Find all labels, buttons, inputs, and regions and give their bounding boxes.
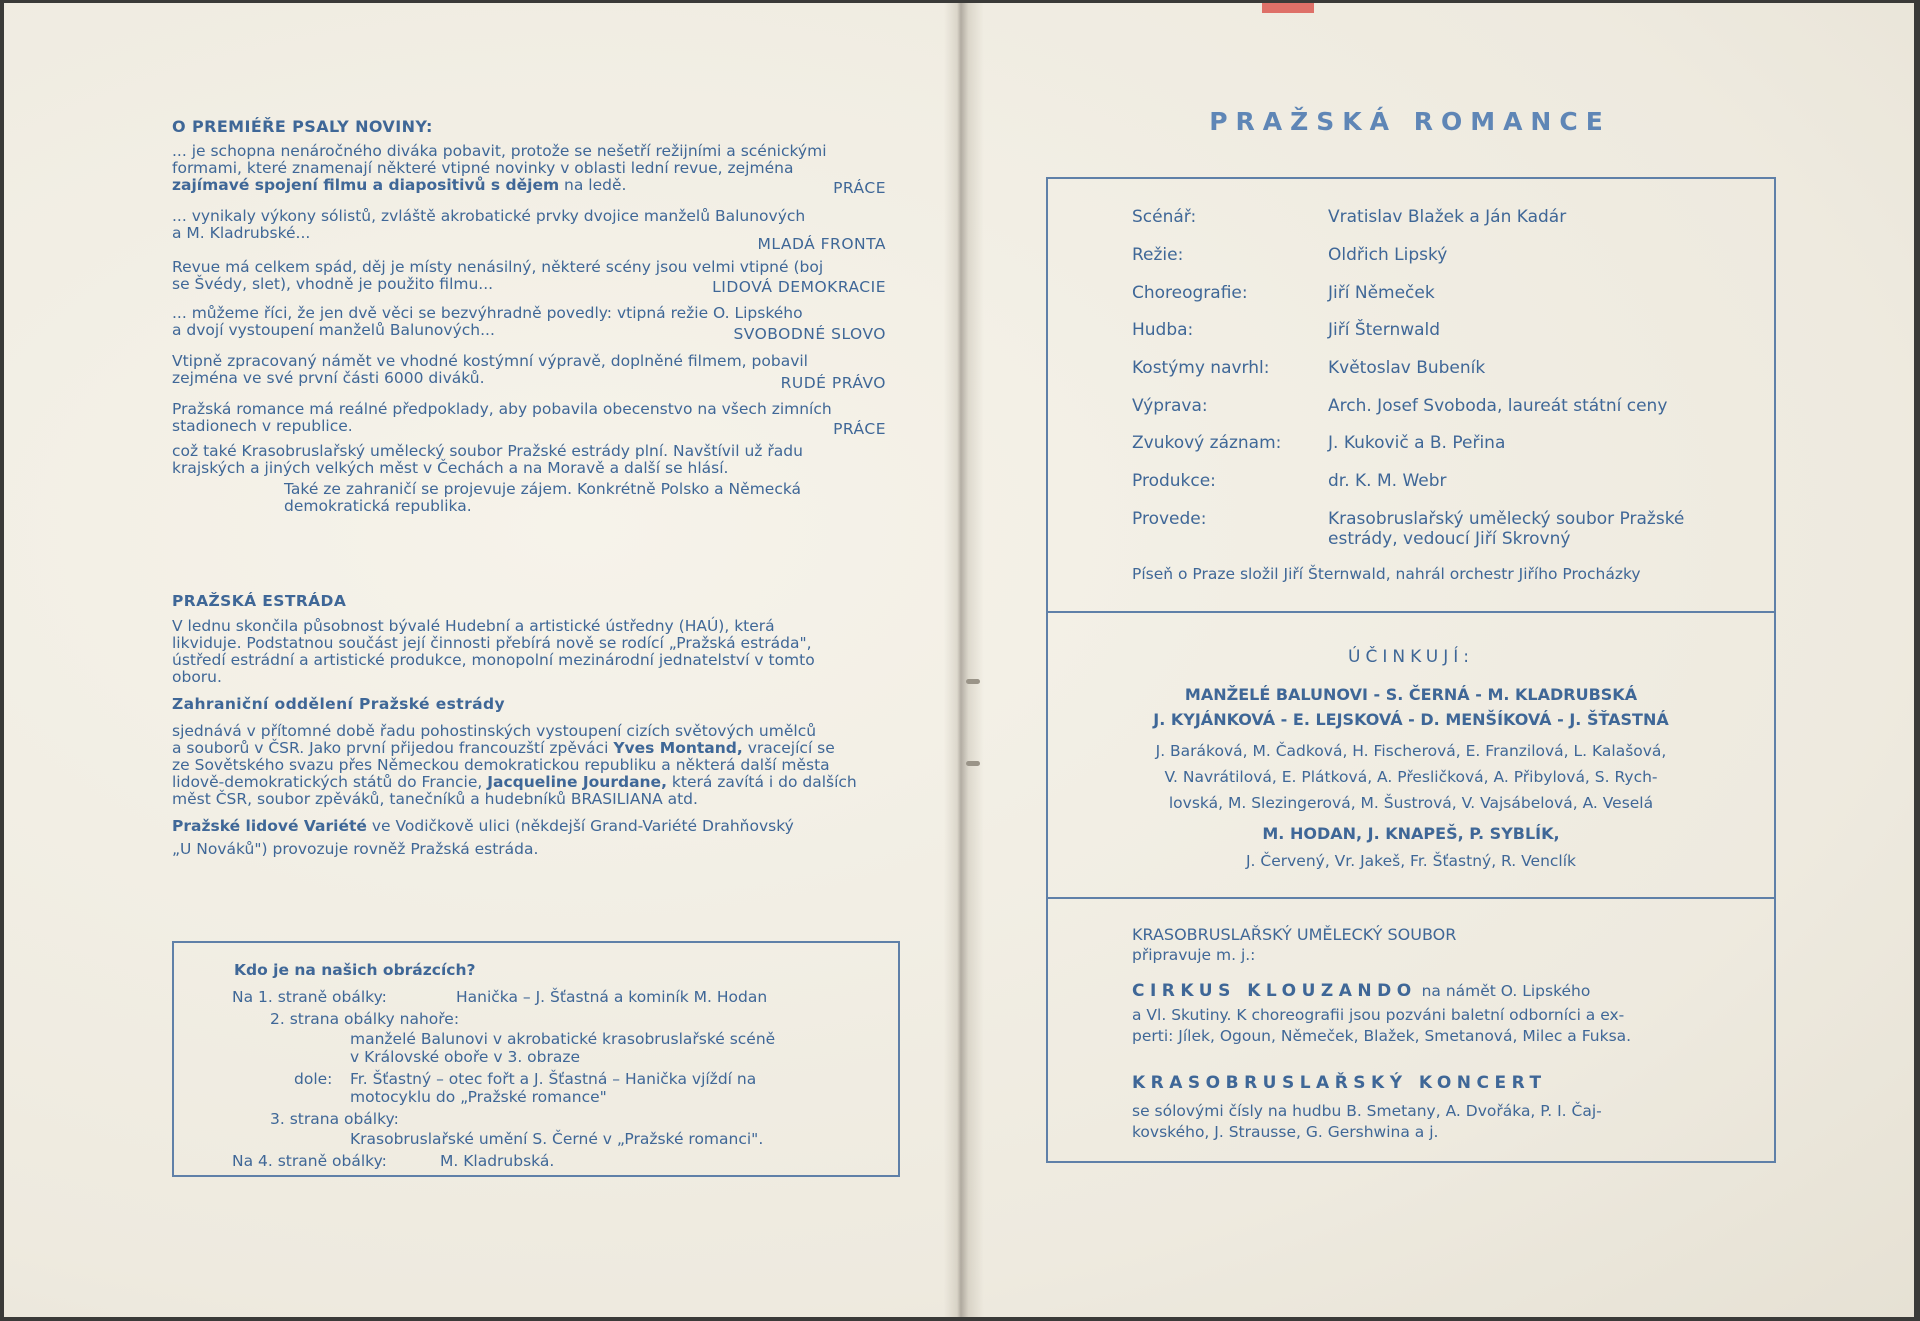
review-line: zejména ve své první části 6000 diváků. <box>172 369 485 387</box>
review-source: PRÁCE <box>833 179 886 197</box>
cast-men-lead-line: M. HODAN, J. KNAPEŠ, P. SYBLÍK, <box>1262 824 1560 843</box>
variete-line: „U Nováků") provozuje rovněž Pražská estráda. <box>172 840 539 858</box>
credit-value: Krasobruslařský umělecký soubor Pražské estrády, vedoucí Jiří Skrovný <box>1328 509 1685 549</box>
credit-value: dr. K. M. Webr <box>1328 471 1447 491</box>
estrada-line: oboru. <box>172 668 222 686</box>
review-line: stadionech v republice. <box>172 417 353 435</box>
credit-value: Oldřich Lipský <box>1328 245 1448 265</box>
song-note: Píseň o Praze složil Jiří Šternwald, nahrál orchestr Jiřího Procházky <box>1132 565 1641 583</box>
cast-title: ÚČINKUJÍ: <box>1348 647 1474 667</box>
picture-label: Na 4. straně obálky: <box>232 1152 387 1170</box>
reviews-title: O PREMIÉŘE PSALY NOVINY: <box>172 117 433 136</box>
credit-value: Jiří Šternwald <box>1328 320 1441 340</box>
credit-value: J. Kukovič a B. Peřina <box>1328 433 1506 453</box>
cast-line: lovská, M. Slezingerová, M. Šustrová, V. Vajsábelová, A. Veselá <box>1168 794 1654 812</box>
frame-divider <box>1048 897 1774 899</box>
credit-value: Vratislav Blažek a Ján Kadár <box>1328 207 1567 227</box>
review-1 <box>172 142 900 197</box>
review-bold-phrase: zajímavé spojení filmu a diapositivů s dějem <box>172 176 560 194</box>
show-text-line: a Vl. Skutiny. K choreografii jsou pozváni baletní odborníci a ex- <box>1132 1006 1625 1024</box>
upcoming-show-name: CIRKUS KLOUZANDO <box>1132 981 1417 1001</box>
review-line: Pražská romance má reálné předpoklady, aby pobavila obecenstvo na všech zimních <box>172 400 832 418</box>
review-source: PRÁCE <box>833 420 886 438</box>
credit-label: Režie: <box>1132 245 1184 265</box>
picture-caption: M. Kladrubská. <box>440 1152 555 1170</box>
review-line-rest: na ledě. <box>559 176 627 194</box>
review-line: se Švédy, slet), vhodně je použito filmu... <box>172 275 494 293</box>
cast-line: J. Baráková, M. Čadková, H. Fischerová, E. Franzilová, L. Kalašová, <box>1155 742 1667 760</box>
estrada-line: ústředí estrádní a artistické produkce, monopolní mezinárodní jednatelství v tomto <box>172 651 815 669</box>
show-text-line: perti: Jílek, Ogoun, Němeček, Blažek, Smetanová, Milec a Fuksa. <box>1132 1027 1632 1045</box>
closing-indented-line: demokratická republika. <box>284 497 472 515</box>
review-6 <box>172 400 900 438</box>
ensemble-title: KRASOBRUSLAŘSKÝ UMĚLECKÝ SOUBOR <box>1132 925 1457 944</box>
review-2 <box>172 208 900 253</box>
ensemble-name: BRASILIANA <box>570 790 663 808</box>
review-4 <box>172 304 900 343</box>
foreign-dept-title: Zahraniční oddělení Pražské estrády <box>172 695 505 713</box>
cast-lead-line: MANŽELÉ BALUNOVI - S. ČERNÁ - M. KLADRUBSKÁ <box>1184 685 1638 704</box>
ensemble-subtitle: připravuje m. j.: <box>1132 946 1256 964</box>
picture-caption: Krasobruslařské umění S. Černé v „Pražské romanci". <box>350 1130 764 1148</box>
foreign-line: ze Sovětského svazu přes Německou demokratickou republiku a některá další města <box>172 756 830 774</box>
program-frame <box>1046 177 1776 1163</box>
frame-divider <box>1048 611 1774 613</box>
review-line: ... můžeme říci, že jen dvě věci se bezvýhradně povedly: vtipná režie O. Lipského <box>172 304 803 322</box>
credit-label: Scénář: <box>1132 207 1197 227</box>
estrada-section <box>172 593 900 858</box>
picture-caption: manželé Balunovi v akrobatické krasobruslařské scéně <box>350 1030 776 1048</box>
picture-label: 3. strana obálky: <box>270 1110 399 1128</box>
cast-men-line: J. Červený, Vr. Jakeš, Fr. Šťastný, R. Venclík <box>1245 852 1577 870</box>
estrada-line: V lednu skončila působnost bývalé Hudební a artistické ústředny (HAÚ), která <box>172 617 775 635</box>
review-source: MLADÁ FRONTA <box>757 235 886 253</box>
foreign-line: lidově-demokratických států do Francie, Jacqueline Jourdane, která zavítá i do dalších <box>172 773 857 791</box>
review-source: SVOBODNÉ SLOVO <box>733 325 886 343</box>
picture-label: dole: <box>294 1070 333 1088</box>
variete-name: Pražské lidové Variété <box>172 817 367 835</box>
review-line: a M. Kladrubské... <box>172 224 311 242</box>
estrada-title: PRAŽSKÁ ESTRÁDA <box>172 592 347 610</box>
credit-label: Provede: <box>1132 509 1207 529</box>
estrada-line: likviduje. Podstatnou součást její činnosti přebírá nově se rodící „Pražská estráda", <box>172 634 812 652</box>
credit-value: Arch. Josef Svoboda, laureát státní ceny <box>1328 396 1668 416</box>
review-line: a dvojí vystoupení manželů Balunových... <box>172 321 495 339</box>
credit-label: Hudba: <box>1132 320 1194 340</box>
closing-paragraph <box>172 443 900 515</box>
variete-line: Pražské lidové Variété ve Vodičkově ulici (někdejší Grand-Variété Drahňovský <box>172 817 794 835</box>
picture-caption: Fr. Šťastný – otec fořt a J. Šťastná – Hanička vjíždí na <box>350 1070 757 1088</box>
picture-caption: Hanička – J. Šťastná a kominík M. Hodan <box>456 988 768 1006</box>
picture-caption: v Královské oboře v 3. obraze <box>350 1048 581 1066</box>
artist-name: Jacqueline Jourdane, <box>487 773 667 791</box>
cast-line: V. Navrátilová, E. Plátková, A. Přesličková, A. Přibylová, S. Rych- <box>1164 768 1658 786</box>
review-line: Revue má celkem spád, děj je místy nenásilný, některé scény jsou velmi vtipné (boj <box>172 258 824 276</box>
review-line: ... vynikaly výkony sólistů, zvláště akrobatické prvky dvojice manželů Balunových <box>172 207 806 225</box>
picture-label: Na 1. straně obálky: <box>232 988 387 1006</box>
closing-line: krajských a jiných velkých měst v Čechách a na Moravě a další se hlásí. <box>172 459 729 477</box>
credit-value: Jiří Němeček <box>1328 283 1435 303</box>
show-text-line: kovského, J. Strausse, G. Gershwina a j. <box>1132 1123 1439 1141</box>
booklet-spread <box>4 3 1914 1317</box>
upcoming-show-2: KRASOBRUSLAŘSKÝ KONCERT <box>1132 1073 1547 1093</box>
upcoming-show-text <box>1132 1005 1752 1047</box>
picture-label: 2. strana obálky nahoře: <box>270 1010 460 1028</box>
cast-lead-line: J. KYJÁNKOVÁ - E. LEJSKOVÁ - D. MENŠÍKOVÁ - J. ŠŤASTNÁ <box>1153 710 1669 729</box>
upcoming-show-text <box>1132 1101 1752 1143</box>
upcoming-show-1: CIRKUS KLOUZANDO na námět O. Lipského <box>1132 981 1591 1001</box>
reviews-section <box>172 118 900 515</box>
show-title: PRAŽSKÁ ROMANCE <box>1209 107 1611 136</box>
artist-name: Yves Montand, <box>613 739 743 757</box>
picture-caption: motocyklu do „Pražské romance" <box>350 1088 607 1106</box>
credit-label: Zvukový záznam: <box>1132 433 1282 453</box>
credit-label: Choreografie: <box>1132 283 1248 303</box>
foreign-line: měst ČSR, soubor zpěváků, tanečníků a hudebníků BRASILIANA atd. <box>172 790 698 808</box>
show-text-line: se sólovými čísly na hudbu B. Smetany, A. Dvořáka, P. I. Čaj- <box>1132 1102 1602 1120</box>
review-line: formami, které znamenají některé vtipné novinky v oblasti lední revue, zejména <box>172 159 794 177</box>
pictures-info-box <box>172 941 900 1177</box>
review-5 <box>172 352 900 392</box>
credit-label: Produkce: <box>1132 471 1216 491</box>
pictures-title: Kdo je na našich obrázcích? <box>234 961 476 979</box>
closing-line: což také Krasobruslařský umělecký soubor Pražské estrády plní. Navštívil už řadu <box>172 442 803 460</box>
review-3 <box>172 258 900 296</box>
closing-indented-line: Také ze zahraničí se projevuje zájem. Konkrétně Polsko a Německá <box>284 480 802 498</box>
credit-label: Kostýmy navrhl: <box>1132 358 1270 378</box>
review-line: ... je schopna nenáročného diváka pobavit, protože se nešetří režijními a scénickými <box>172 142 827 160</box>
review-line: Vtipně zpracovaný námět ve vhodné kostýmní výpravě, doplněné filmem, pobavil <box>172 352 808 370</box>
foreign-line: sjednává v přítomné době řadu pohostinských vystoupení cizích světových umělců <box>172 722 817 740</box>
credit-label: Výprava: <box>1132 396 1208 416</box>
foreign-line: a souborů v ČSR. Jako první přijedou francouzští zpěváci Yves Montand, vracející se <box>172 739 835 757</box>
review-source: LIDOVÁ DEMOKRACIE <box>712 278 886 296</box>
credit-value: Květoslav Bubeník <box>1328 358 1486 378</box>
review-source: RUDÉ PRÁVO <box>780 374 886 392</box>
